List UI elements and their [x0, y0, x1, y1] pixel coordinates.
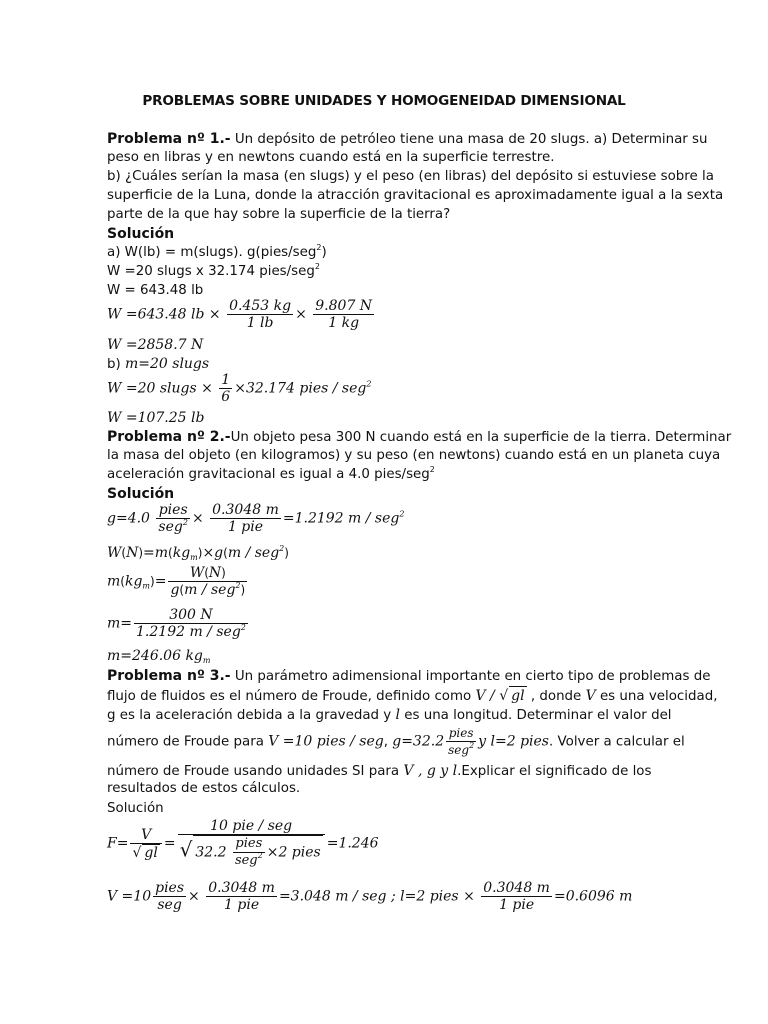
p2-solution-label: Solución: [107, 486, 175, 502]
p1-sol-w1: W =20 slugs x 32.174 pies/seg$^2$: [107, 262, 320, 279]
p2-line1: Problema nº 2.-Un objeto pesa 300 N cuando está en la superficie de la tierra. Determinar: [107, 429, 732, 445]
p1-sol-w2: W = 643.48 lb: [107, 283, 204, 298]
p3-eq-si-values: V =10 $\frac{\text{pies}}{\text{seg}}$ × $\frac{0.3048 m}{\text{1 pie}}$ =3.048 m / seg ; l=2 pies × $\frac{0.3048 m}{\text{1 pie}}$ =0.6096 m: [107, 880, 633, 913]
p3-heading: Problema nº 3.-: [107, 668, 231, 684]
p3-line6: resultados de estos cálculos.: [107, 781, 301, 796]
p2-line3: aceleración gravitacional es igual a 4.0 pies/seg$^2$: [107, 465, 435, 482]
p2-eq-mass-value: m= $\frac{300 N}{1.2192 m / seg^2}$: [107, 607, 246, 640]
p1-eq-moon-weight: W =20 slugs × $\frac{1}{6}$ ×32.174 pies / seg$^2$: [107, 372, 372, 405]
p2-eq-weight-formula: $W(N)=m(kg_m)\times g(m / seg^2)$: [107, 544, 289, 562]
p1-line2: peso en libras y en newtons cuando está en la superficie terrestre.: [107, 150, 555, 165]
p1-line3: b) ¿Cuáles serían la masa (en slugs) y el peso (en libras) del depósito si estuviese sobre la: [107, 169, 714, 184]
p2-heading: Problema nº 2.-: [107, 429, 231, 445]
p2-line2: la masa del objeto (en kilogramos) y su peso (en newtons) cuando está en un planeta cuya: [107, 448, 721, 463]
p1-sol-a: a) W(lb) = m(slugs). g(pies/seg$^2$): [107, 243, 327, 260]
document-title: PROBLEMAS SOBRE UNIDADES Y HOMOGENEIDAD DIMENSIONAL: [142, 93, 626, 109]
p1-line4: superficie de la Luna, donde la atracción gravitacional es aproximadamente igual a la sexta: [107, 188, 724, 203]
p3-line1: Problema nº 3.- Un parámetro adimensional importante en cierto tipo de problemas de: [107, 668, 711, 684]
p2-eq-mass-formula: $m(kg_m)=$ $\frac{W(N)}{g(m / seg^2)}$: [107, 565, 246, 598]
p1-eq-weight-newtons: W =643.48 lb × $\frac{0.453 kg}{1 lb}$ × $\frac{9.807 N}{1 kg}$: [107, 298, 373, 331]
p2-eq-mass-result: m=246.06 $kg_m$: [107, 648, 211, 665]
p3-line5: número de Froude usando unidades SI para V , g y l.Explicar el significado de los: [107, 763, 652, 779]
p1-sol-b: b) m=20 slugs: [107, 356, 210, 372]
p3-line2: flujo de fluidos es el número de Froude, definido como V / √ gl , donde V es una velocidad,: [107, 688, 718, 704]
p1-eq-moon-result: W =107.25 lb: [107, 410, 205, 426]
p3-eq-froude: F= $\frac{V}{√ gl}$ = 10 pie / seg √ 32.2 $\frac{\text{pies}}{seg^2}$ ×2 pies =1.246: [107, 818, 379, 868]
p1-line5: parte de la que hay sobre la superficie de la tierra?: [107, 207, 451, 222]
p3-solution-label: Solución: [107, 801, 164, 816]
p3-line4: número de Froude para V =10 pies / seg, g=32.2 $\frac{\text{pies}}{seg^2}$ y l=2 pies. Volver a calcular el: [107, 726, 685, 757]
p1-line1: Problema nº 1.- Un depósito de petróleo tiene una masa de 20 slugs. a) Determinar su: [107, 131, 708, 147]
p1-solution-label: Solución: [107, 226, 175, 242]
p1-heading: Problema nº 1.-: [107, 131, 231, 147]
p1-eq-result-n: W =2858.7 N: [107, 337, 204, 353]
p3-line3: g es la aceleración debida a la gravedad y l es una longitud. Determinar el valor del: [107, 707, 672, 723]
p2-eq-g: g=4.0 $\frac{\text{pies}}{seg^2}$ × $\frac{0.3048 m}{\text{1 pie}}$ =1.2192 m / seg$^2$: [107, 502, 405, 535]
